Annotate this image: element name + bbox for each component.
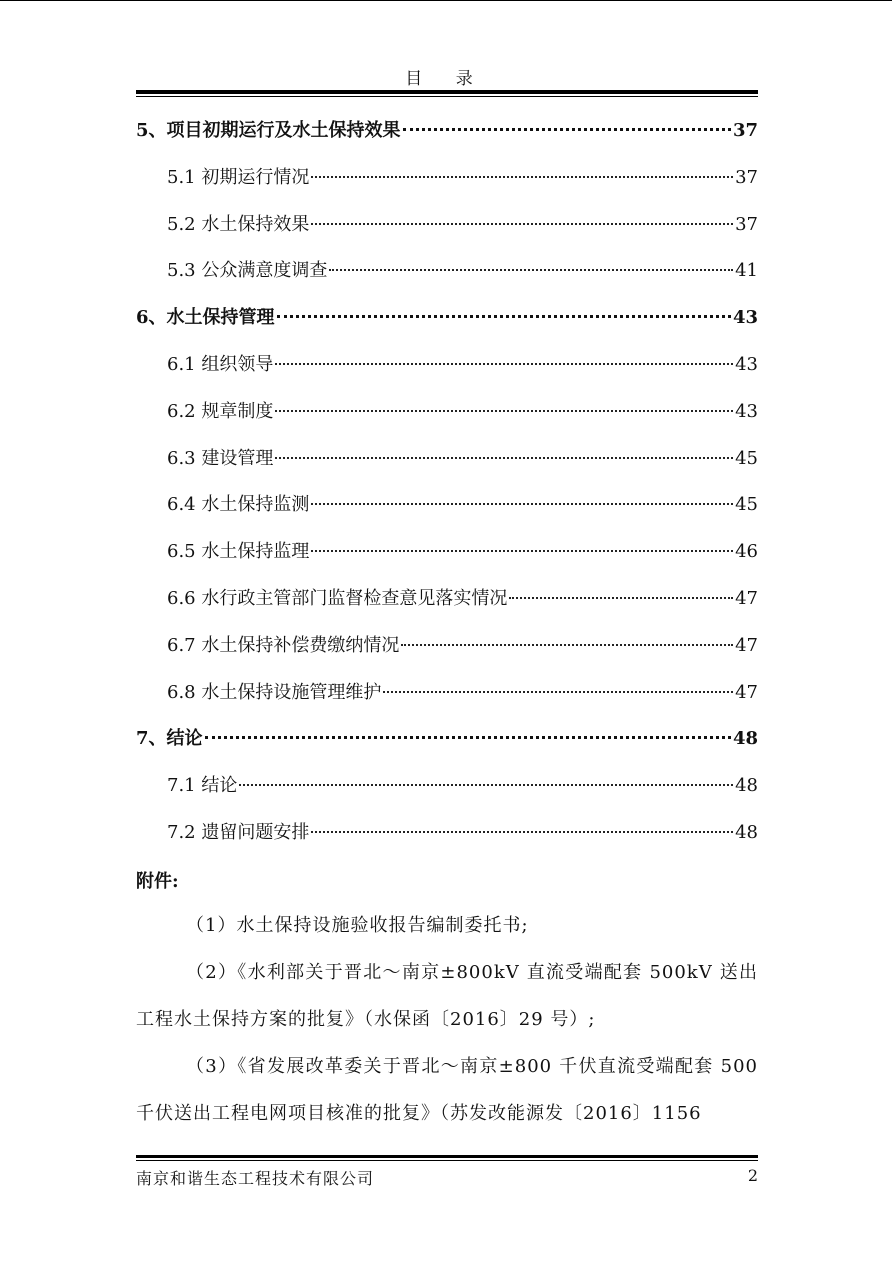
toc-dot-leader bbox=[311, 222, 733, 225]
toc-entry[interactable] bbox=[136, 763, 758, 810]
header-rule-thin bbox=[136, 96, 758, 97]
toc-entry-page: 41 bbox=[735, 260, 758, 282]
toc-entry[interactable] bbox=[136, 202, 758, 249]
toc-entry-page: 43 bbox=[735, 400, 758, 422]
toc-entry-title: 5.3 公众满意度调查 bbox=[167, 260, 328, 282]
toc-entry-title: 6.8 水土保持设施管理维护 bbox=[167, 681, 382, 703]
toc-entry-page: 48 bbox=[732, 728, 758, 750]
toc-dot-leader bbox=[401, 643, 733, 646]
toc-entry-title: 6.5 水土保持监理 bbox=[167, 541, 310, 563]
appendix-section bbox=[136, 862, 758, 1137]
toc-entry-page: 45 bbox=[735, 494, 758, 516]
toc-dot-leader bbox=[509, 596, 733, 599]
footer-rule bbox=[136, 1155, 758, 1158]
toc-entry-title: 6.4 水土保持监测 bbox=[167, 494, 310, 516]
toc-entry[interactable] bbox=[136, 810, 758, 857]
toc-entry-page: 45 bbox=[735, 447, 758, 469]
toc-entry-page: 37 bbox=[735, 166, 758, 188]
toc-entry[interactable] bbox=[136, 576, 758, 623]
toc-dot-leader bbox=[311, 502, 733, 505]
toc-entry[interactable] bbox=[136, 623, 758, 670]
toc-dot-leader bbox=[239, 783, 733, 786]
toc-entry-title: 6、水土保持管理 bbox=[136, 307, 275, 329]
footer-rule-thin bbox=[136, 1160, 758, 1161]
toc-entry-page: 43 bbox=[732, 307, 758, 329]
toc-entry-page: 48 bbox=[735, 775, 758, 797]
toc-entry[interactable] bbox=[136, 482, 758, 529]
page-header-title: 目 录 bbox=[405, 69, 487, 89]
toc-entry[interactable] bbox=[136, 248, 758, 295]
toc-entry[interactable] bbox=[136, 436, 758, 483]
toc-dot-leader bbox=[277, 314, 731, 318]
toc-entry[interactable] bbox=[136, 295, 758, 342]
toc-entry[interactable] bbox=[136, 670, 758, 717]
toc-dot-leader bbox=[311, 175, 733, 178]
table-of-contents bbox=[136, 108, 758, 857]
toc-dot-leader bbox=[275, 456, 733, 459]
toc-entry-title: 7、结论 bbox=[136, 728, 203, 750]
toc-entry[interactable] bbox=[136, 716, 758, 763]
toc-entry-page: 47 bbox=[735, 681, 758, 703]
toc-entry[interactable] bbox=[136, 389, 758, 436]
toc-entry-title: 6.7 水土保持补偿费缴纳情况 bbox=[167, 634, 400, 656]
toc-entry[interactable] bbox=[136, 155, 758, 202]
toc-entry-page: 48 bbox=[735, 821, 758, 843]
toc-dot-leader bbox=[383, 690, 733, 693]
toc-dot-leader bbox=[329, 268, 733, 271]
page-top-border bbox=[0, 0, 892, 1]
toc-entry-title: 6.3 建设管理 bbox=[167, 447, 274, 469]
toc-entry-page: 47 bbox=[735, 634, 758, 656]
footer-page-number: 2 bbox=[747, 1166, 758, 1185]
toc-dot-leader bbox=[275, 409, 733, 412]
toc-entry[interactable] bbox=[136, 342, 758, 389]
toc-entry-title: 5、项目初期运行及水土保持效果 bbox=[136, 120, 401, 141]
toc-entry-title: 5.1 初期运行情况 bbox=[167, 166, 310, 188]
toc-entry-title: 5.2 水土保持效果 bbox=[167, 213, 310, 235]
header-rule bbox=[136, 90, 758, 94]
toc-entry[interactable] bbox=[136, 108, 758, 155]
footer-company-name: 南京和谐生态工程技术有限公司 bbox=[136, 1169, 375, 1188]
toc-entry-page: 37 bbox=[732, 120, 758, 141]
toc-entry-title: 6.6 水行政主管部门监督检查意见落实情况 bbox=[167, 587, 508, 609]
appendix-item: （3）《省发展改革委关于晋北～南京±800 千伏直流受端配套 500 千伏送出工程电网项目核准的批复》（苏发改能源发〔2016〕1156 bbox=[136, 1056, 758, 1124]
toc-dot-leader bbox=[275, 362, 733, 365]
toc-entry-title: 7.2 遗留问题安排 bbox=[167, 821, 310, 843]
toc-entry-page: 37 bbox=[735, 213, 758, 235]
toc-dot-leader bbox=[403, 127, 731, 131]
toc-dot-leader bbox=[205, 735, 731, 739]
toc-entry-title: 6.1 组织领导 bbox=[167, 353, 274, 375]
toc-entry-page: 47 bbox=[735, 587, 758, 609]
toc-entry-page: 43 bbox=[735, 353, 758, 375]
appendix-item: （1）水土保持设施验收报告编制委托书; bbox=[186, 915, 529, 936]
toc-entry-page: 46 bbox=[735, 541, 758, 563]
toc-entry-title: 7.1 结论 bbox=[167, 775, 238, 797]
toc-dot-leader bbox=[311, 549, 733, 552]
toc-entry[interactable] bbox=[136, 529, 758, 576]
toc-entry-title: 6.2 规章制度 bbox=[167, 400, 274, 422]
toc-dot-leader bbox=[311, 830, 733, 833]
appendix-item: （2）《水利部关于晋北～南京±800kV 直流受端配套 500kV 送出工程水土保持方案的批复》（水保函〔2016〕29 号）; bbox=[136, 962, 758, 1030]
appendix-heading: 附件: bbox=[136, 871, 179, 892]
